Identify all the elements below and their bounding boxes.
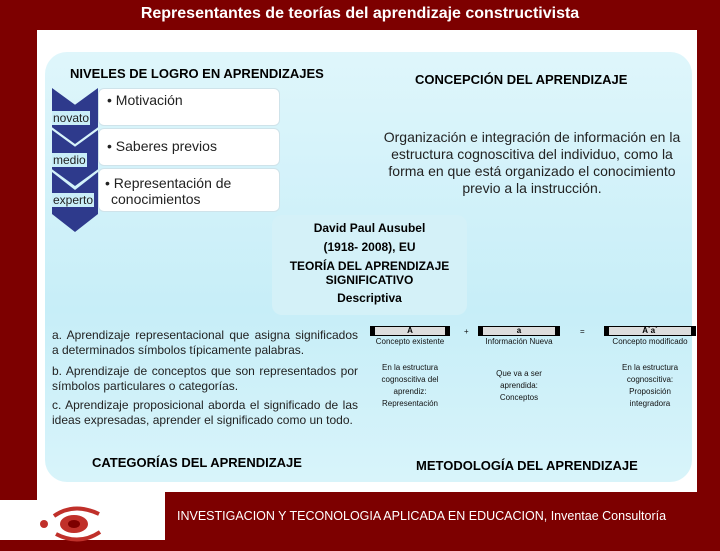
categorias-heading: CATEGORÍAS DEL APRENDIZAJE	[92, 455, 302, 470]
col-name: Concepto existente	[375, 337, 445, 346]
level-item: • Representación de conocimientos	[98, 168, 280, 212]
col-name: Concepto modificado	[612, 337, 688, 346]
level-item: • Motivación	[98, 88, 280, 126]
col-desc: En la estructura cognoscitiva del aprendiz: Representación	[381, 363, 439, 408]
concepcion-heading: CONCEPCIÓN DEL APRENDIZAJE	[415, 72, 628, 87]
footer-bar	[165, 492, 720, 540]
level-item: • Saberes previos	[98, 128, 280, 166]
ausubel-box	[272, 215, 467, 315]
categoria-item: c. Aprendizaje proposicional aborda el significado de las ideas expresadas, aprender el significado como un todo.	[52, 398, 358, 427]
level-label: novato	[53, 111, 90, 125]
author-name: David Paul Ausubel	[313, 221, 426, 235]
symbol: a	[478, 326, 560, 336]
symbol: A	[370, 326, 450, 336]
plus-sign: +	[464, 327, 469, 336]
method-col-b	[478, 326, 560, 404]
equals-sign: =	[580, 327, 585, 336]
col-desc: En la estructura cognoscitiva: Proposición integradora	[621, 363, 679, 408]
footer-text: INVESTIGACION Y TECONOLOGIA APLICADA EN EDUCACION, Inventae Consultoría	[177, 509, 667, 523]
col-name: Información Nueva	[485, 337, 553, 346]
author-years: (1918- 2008), EU	[323, 240, 416, 254]
level-label: experto	[53, 193, 94, 207]
logo-area	[0, 500, 165, 540]
metodologia-heading: METODOLOGÍA DEL APRENDIZAJE	[416, 458, 638, 473]
theory-type: Descriptiva	[337, 291, 402, 305]
method-col-a	[370, 326, 450, 410]
level-label: medio	[53, 153, 86, 167]
concepcion-text: Organización e integración de información en la estructura cognoscitiva del individuo, como la forma en que está organizado el conocimiento previo a la instrucción.	[383, 129, 681, 196]
theory-name: TEORÍA DEL APRENDIZAJE SIGNIFICATIVO	[289, 259, 450, 287]
categoria-item: a. Aprendizaje representacional que asigna significados a determinados símbolos típicamente palabras.	[52, 328, 358, 357]
logo-icon	[34, 506, 134, 546]
niveles-heading: NIVELES DE LOGRO EN APRENDIZAJES	[70, 66, 324, 81]
slide-title: Representantes de teorías del aprendizaje constructivista	[140, 5, 580, 22]
symbol: A´a´	[604, 326, 696, 336]
method-col-c	[604, 326, 696, 410]
categorias-list	[52, 328, 358, 428]
categoria-item: b. Aprendizaje de conceptos que son representados por símbolos particulares o categorías.	[52, 364, 358, 393]
col-desc: Que va a ser aprendida: Conceptos	[496, 369, 542, 402]
